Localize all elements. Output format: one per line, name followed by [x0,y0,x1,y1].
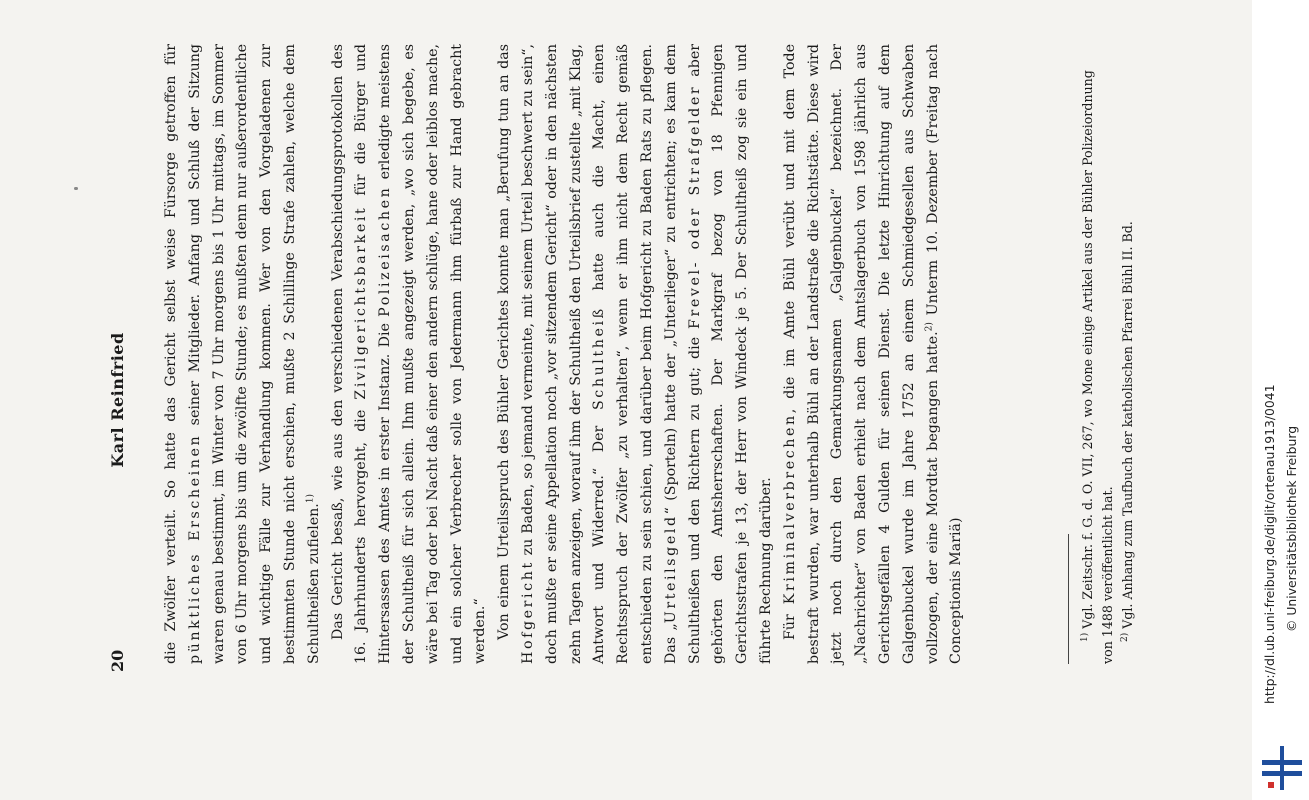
logo-bar-top [1262,760,1302,765]
source-url-link[interactable]: http://dl.ub.uni-freiburg.de/diglit/ortenau1913/0041 [1262,384,1277,704]
logo-red-square [1268,782,1274,788]
footnote-ref-1[interactable]: 1) [305,493,316,504]
paragraph-1-emphasis: pünktliches Erscheinen [186,433,203,664]
paragraph-4 [779,44,969,664]
logo-vertical-bar [1280,746,1284,790]
paragraph-2 [327,44,494,664]
paragraph-2-emphasis-2: Polizeisachen [377,185,394,317]
footnote-1-text: Vgl. Zeitschr. f. G. d. O. VII, 267, wo Mone einige Artikel aus der Bühler Polizeiordnung von 1488 veröffentlicht hat. [1080,70,1115,664]
page-number: 20 [108,649,127,672]
paragraph-3-emphasis-1: Hofgericht [519,560,536,664]
paragraph-3-text-e: aber gehörten den Amtsherrschaften. Der Markgraf bezog von 18 Pfennigen Gerichtsstrafen je 13, der Herr von Windeck je 5. Der Schultheiß zog sie ein und führte Rechnung darüber. [686,44,774,664]
paragraph-2-text-b: für die Bürger und Hintersassen des Amtes in erster Instanz. Die [353,44,394,664]
paragraph-3-text-c: hatte auch die Macht, einen Rechtsspruch der Zwölfer „zu verhalten“, wenn er ihm nicht dem Recht gemäß entschieden zu sein schien, und darüber beim Hofgericht zu Baden Rats zu pflegen. Das „ [591,44,679,664]
footnote-2-mark: 2) [1119,632,1130,642]
paragraph-4-text-b: , die im Amte Bühl verübt und mit dem Tode bestraft wurden, war unterhalb Bühl an der Landstraße die Richtstätte. Diese wird jetzt noch durch den Gemarkungsnamen „Galgenbuckel“ bezeichnet. Der „Nachrichter“ von Baden erhielt nach dem Amtslagerbuch von 1598 jährlich aus Gerichtsgefällen 4 Gulden für seinen Dienst. Die letzte Hinrichtung auf dem Galgenbuckel wurde im Jahre 1752 an einem Schmiedgesellen aus Schwaben vollzogen, der eine Mordtat begangen hatte. [781,44,941,664]
paragraph-2-emphasis-1: Zivilgerichtsbarkeit [353,205,370,400]
footnote-1-mark: 1) [1079,632,1090,642]
running-head [108,0,132,800]
paragraph-3-emphasis-2: Schultheiß [591,306,608,411]
paragraph-3-emphasis-4: Frevel- oder Strafgelder [686,84,703,329]
footnotes [1078,44,1138,664]
paragraph-3-text-b: zu Baden, so jemand vermeinte, mit seinem Urteil beschwert zu sein“, doch mußte er seine Appellation noch „vor sitzendem Gericht“ oder in den nächsten zehn Tagen anzeigen, worauf ihm der Schultheiß den Urteilsbrief zustellte „mit Klag, Antwort und Widerred.“ Der [519,44,608,664]
footnote-2-text: Vgl. Anhang zum Taufbuch der katholischen Pfarrei Bühl II. Bd. [1120,221,1135,633]
paragraph-2-text-c: erledigte meistens der Schultheiß für sich allein. Ihm mußte angezeigt werden, „wo sich begebe, es wäre bei Tag oder bei Nacht daß einer den andern schlüge, hane oder leiblos mache, und ein solcher Verbrecher solle von Jedermann ihm fürbaß zur Hand gebracht werden.“ [377,44,489,664]
header-author: Karl Reinfried [108,332,127,468]
paragraph-3-text-a: Von einem Urteilsspruch des Bühler Gerichtes konnte man „Berufung tun an das [496,44,513,640]
university-library-logo-icon [1258,744,1306,792]
paragraph-4-text-c: Unterm 10. Dezember (Freitag nach Conceptionis Mariä) [924,44,965,664]
paragraph-4-emphasis: Kriminalverbrechen [781,413,798,605]
footnote-divider [1068,534,1069,664]
paragraph-1-text-a: die Zwölfer verteilt. So hatte das Gericht selbst weise Fürsorge getroffen für [163,44,179,664]
paragraph-1 [160,44,327,664]
paragraph-2-text-a: Das Gericht besaß, wie aus den verschiedenen Verabschiedungsprotokollen des 16. Jahrhunderts hervorgeht, die [329,44,370,664]
footnote-ref-2[interactable]: 2) [923,322,934,332]
paragraph-3 [493,44,779,664]
paragraph-3-text-d: “ (Sporteln) hatte der „Unterlieger“ zu entrichten; es kam dem Schultheißen und den Richtern zu gut; die [662,44,703,664]
logo-bar-bottom [1262,771,1302,776]
body-text [160,44,969,664]
paragraph-3-emphasis-3: Urteilsgeld [662,514,679,624]
paragraph-1-text-b: seiner Mitglieder. Anfang und Schluß der Sitzung waren genau bestimmt, im Winter von 7 Uhr morgens bis 1 Uhr mittags, im Sommer von 6 Uhr morgens bis um die zwölfte Stunde; es mußten denn nur außerordentliche und wichtige Fälle zur Verhandlung kommen. Wer von den Vorgeladenen zur bestimmten Stunde nicht erschien, mußte 2 Schillinge Strafe zahlen, welche dem Schultheißen zufielen. [186,44,322,664]
paragraph-4-text-a: Für [781,604,798,640]
copyright-notice: © Universitätsbibliothek Freiburg [1284,425,1299,632]
footnote-2 [1118,44,1138,664]
side-strip [1252,0,1309,800]
footnote-1 [1078,44,1118,664]
